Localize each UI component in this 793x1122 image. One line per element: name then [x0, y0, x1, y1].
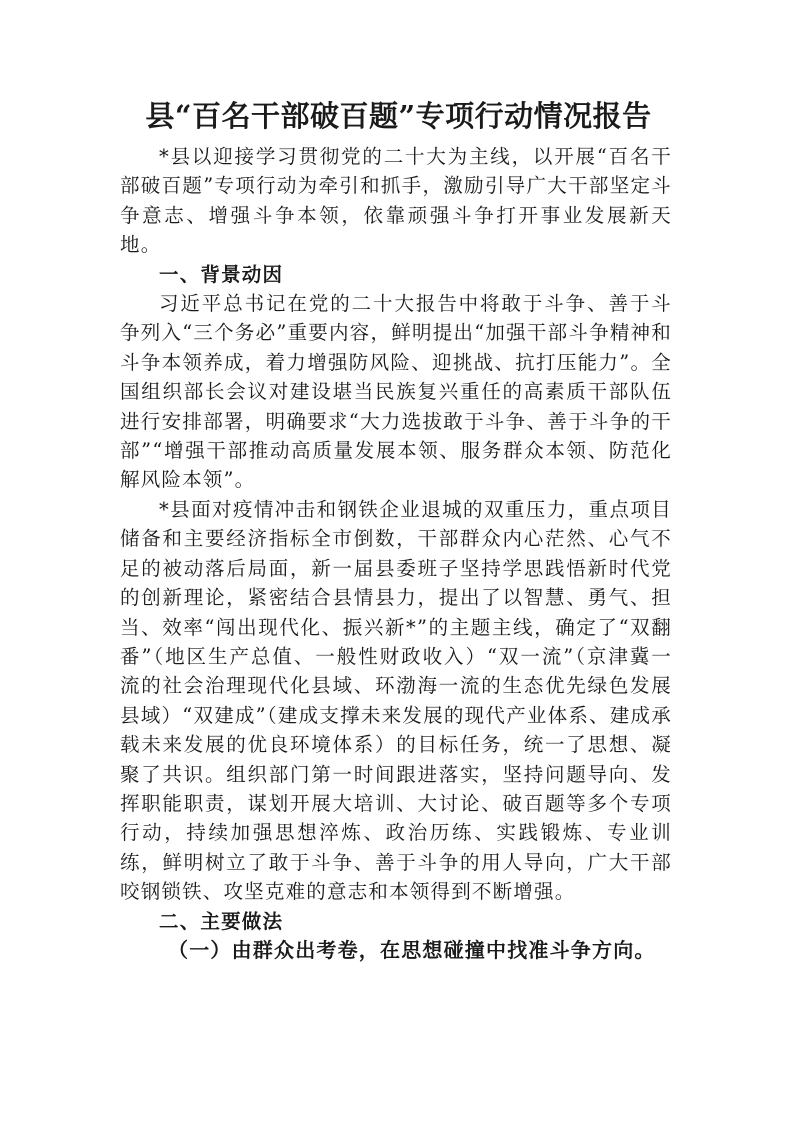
document-body	[120, 142, 672, 965]
intro-paragraph: *县以迎接学习贯彻党的二十大为主线，以开展“百名干部破百题”专项行动为牵引和抓手，激励引导广大干部坚定斗争意志、增强斗争本领，依靠顽强斗争打开事业发展新天地。	[120, 145, 672, 257]
background-paragraph-1: 习近平总书记在党的二十大报告中将敢于斗争、善于斗争列入“三个务必”重要内容，鲜明提出“加强干部斗争精神和斗争本领养成，着力增强防风险、迎挑战、抗打压能力”。全国组织部长会议对建设堪当民族复兴重任的高素质干部队伍进行安排部署，明确要求“大力选拔敢于斗争、善于斗争的干部”“增强干部推动高质量发展本领、服务群众本领、防范化解风险本领”。	[120, 292, 672, 492]
document-title: 县“百名干部破百题”专项行动情况报告	[145, 99, 652, 133]
section-heading-background: 一、背景动因	[159, 262, 284, 286]
section-heading-practices: 二、主要做法	[159, 909, 284, 933]
subsection-heading-1: （一）由群众出考卷，在思想碰撞中找准斗争方向。	[168, 937, 656, 962]
background-paragraph-2: *县面对疫情冲击和钢铁企业退城的双重压力，重点项目储备和主要经济指标全市倒数，干部群众内心茫然、心气不足的被动落后局面，新一届县委班子坚持学思践悟新时代党的创新理论，紧密结合县情县力，提出了以智慧、勇气、担当、效率“闯出现代化、振兴新*”的主题主线，确定了“双翻番”（地区生产总值、一般性财政收入）“双一流”（京津冀一流的社会治理现代化县域、环渤海一流的生态优先绿色发展县域）“双建成”（建成支撑未来发展的现代产业体系、建成承载未来发展的优良环境体系）的目标任务，统一了思想、凝聚了共识。组织部门第一时间跟进落实，坚持问题导向、发挥职能职责，谋划开展大培训、大讨论、破百题等多个专项行动，持续加强思想淬炼、政治历练、实践锻炼、专业训练，鲜明树立了敢于斗争、善于斗争的用人导向，广大干部咬钢锁铁、攻坚克难的意志和本领得到不断增强。	[120, 497, 672, 904]
